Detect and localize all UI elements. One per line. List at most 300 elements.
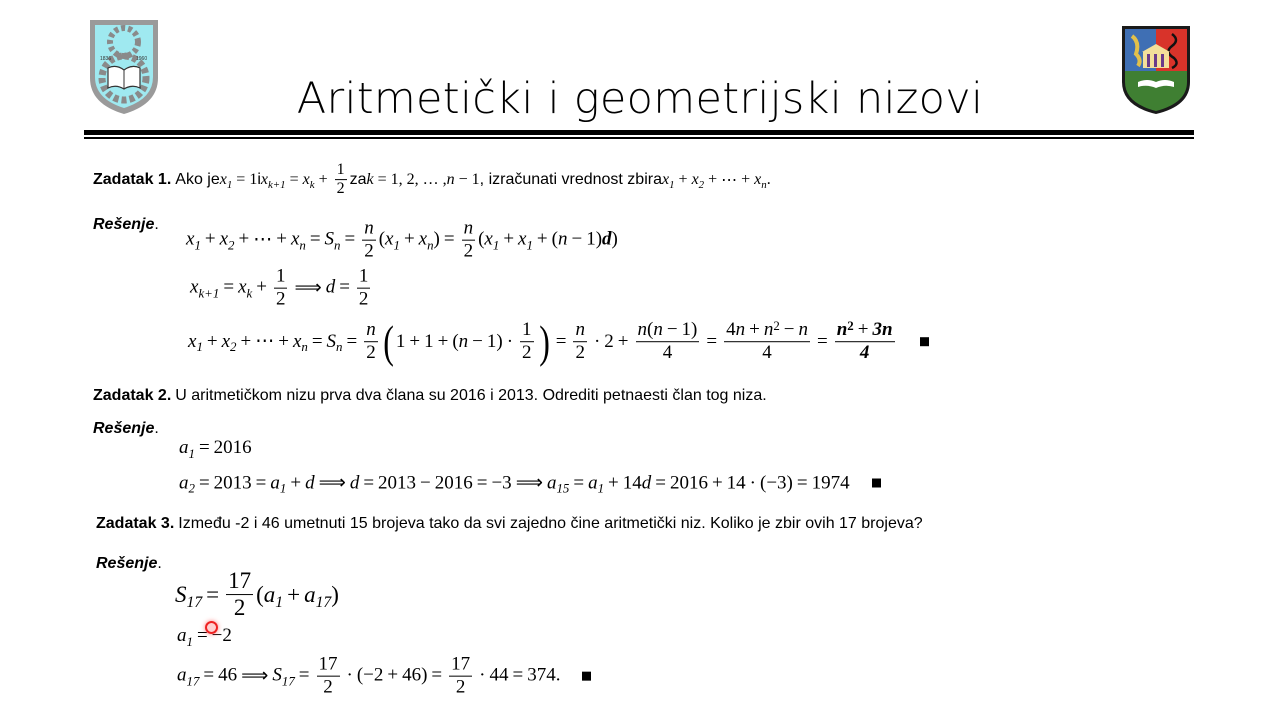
math-operator: + xyxy=(708,171,718,188)
fraction-denominator xyxy=(462,241,476,263)
math-subscripted xyxy=(518,229,533,251)
math-text: 46 xyxy=(218,665,238,686)
math-subscript: 1 xyxy=(393,237,400,253)
math-operator: + xyxy=(387,665,399,686)
math-base: x xyxy=(221,331,231,352)
math-expression xyxy=(175,387,766,405)
math-subscripted xyxy=(327,331,343,353)
math-fraction xyxy=(573,320,587,365)
math-variable: n xyxy=(653,319,663,341)
math-subscript: 17 xyxy=(281,673,295,689)
math-operator: − xyxy=(420,472,431,493)
math-text: ( xyxy=(452,331,459,352)
fraction-denominator xyxy=(858,343,872,365)
math-subscripted xyxy=(270,472,286,494)
math-base: x xyxy=(418,229,428,250)
math-subscript: 1 xyxy=(186,633,193,649)
math-operator: = xyxy=(236,171,246,188)
math-operator: + xyxy=(741,171,751,188)
fraction-denominator xyxy=(760,343,774,365)
math-subscript: 1 xyxy=(526,237,533,253)
math-fraction xyxy=(335,161,347,199)
math-text: 1 xyxy=(336,161,345,179)
math-text: ) xyxy=(331,582,339,607)
math-text: 1) xyxy=(586,229,603,250)
math-subscripted xyxy=(188,331,203,353)
math-operator: + xyxy=(238,229,250,250)
math-base: S xyxy=(324,229,335,250)
math-text: 46) xyxy=(402,665,428,686)
math-variable: n xyxy=(575,319,585,341)
statement-text: , izračunati vrednost zbira xyxy=(479,171,662,188)
math-operator: · xyxy=(749,472,756,493)
math-expression xyxy=(179,472,881,495)
math-operator: · xyxy=(479,665,486,686)
math-fraction xyxy=(364,320,378,365)
math-operator: · xyxy=(346,665,353,686)
math-expression xyxy=(190,266,373,311)
math-text: (−3) xyxy=(760,472,793,493)
math-variable: n xyxy=(463,217,474,239)
task-2-solution-label xyxy=(93,420,159,438)
math-base: x xyxy=(754,171,762,188)
math-base: a xyxy=(179,472,189,493)
math-text: 2 xyxy=(575,342,585,364)
math-operator: − xyxy=(666,319,678,341)
math-subscripted xyxy=(220,229,235,251)
statement-text: za xyxy=(349,171,367,188)
task-2-solution-line-1 xyxy=(179,437,252,459)
math-subscripted xyxy=(484,229,499,251)
math-operator: = xyxy=(476,472,488,493)
math-subscripted xyxy=(291,229,306,251)
math-fraction xyxy=(520,320,534,365)
math-text: 2 xyxy=(522,342,532,364)
math-text: 1 xyxy=(249,171,258,188)
math-fraction xyxy=(274,266,288,311)
fraction-denominator xyxy=(274,289,288,311)
math-operator: + xyxy=(206,331,218,352)
math-operator: · xyxy=(506,331,514,352)
math-subscript: 1 xyxy=(275,594,284,612)
math-operator: = xyxy=(706,331,718,352)
math-operator: + xyxy=(276,229,287,250)
math-operator: + xyxy=(678,171,688,188)
math-base: x xyxy=(190,277,199,298)
math-expression xyxy=(175,161,770,199)
math-text: 17 xyxy=(451,653,471,675)
math-subscripted xyxy=(754,171,767,189)
math-operator: + xyxy=(403,229,415,250)
math-text: 2016 xyxy=(434,472,473,493)
task-3-label: Zadatak 3. xyxy=(96,515,175,532)
math-text: 44 xyxy=(489,665,509,686)
math-operator: − xyxy=(472,331,483,352)
math-text: 2013 xyxy=(213,472,252,493)
math-fraction xyxy=(357,266,371,311)
math-subscript: 1 xyxy=(188,445,195,461)
math-text: ⋯ xyxy=(253,229,273,251)
math-base: n xyxy=(836,319,848,341)
math-variable: n xyxy=(735,319,746,341)
math-operator: = xyxy=(196,625,208,646)
fraction-numerator xyxy=(835,317,895,343)
math-text: 4 xyxy=(726,319,736,341)
math-text: ) xyxy=(433,229,440,250)
task-3-solution-label xyxy=(96,555,162,573)
math-large-parenthesis: ( xyxy=(382,316,394,368)
fraction-numerator xyxy=(724,317,810,343)
math-subscript: 2 xyxy=(228,237,235,253)
math-subscript: 2 xyxy=(188,480,195,496)
math-operator: = xyxy=(655,472,666,493)
math-text: 2 xyxy=(604,331,614,352)
math-subscripted xyxy=(385,229,400,251)
math-operator: + xyxy=(287,582,301,607)
math-subscript: 1 xyxy=(492,237,500,253)
math-subscript: 1 xyxy=(196,339,203,355)
math-operator: = xyxy=(346,331,358,352)
math-text: 1 xyxy=(358,265,369,287)
math-operator: + xyxy=(711,472,723,493)
math-text: 2 xyxy=(233,595,246,621)
math-text: 2 xyxy=(358,288,369,310)
math-text: 4 xyxy=(662,342,673,364)
math-text: 2016 xyxy=(669,472,708,493)
fraction-denominator xyxy=(357,289,371,311)
math-base: a xyxy=(263,582,276,607)
math-subscripted xyxy=(293,331,308,353)
math-text: 1) xyxy=(681,319,698,341)
math-base: S xyxy=(175,582,187,607)
fraction-denominator xyxy=(335,181,347,199)
math-superscript: 2 xyxy=(847,317,854,333)
math-power xyxy=(836,317,854,342)
math-base: x xyxy=(661,171,670,188)
math-variable: d xyxy=(641,472,652,493)
fraction-numerator xyxy=(335,161,347,180)
math-operator: − xyxy=(783,319,795,341)
math-variable: n xyxy=(798,319,808,341)
math-bold-variable: d xyxy=(602,229,612,250)
math-subscripted xyxy=(692,171,705,189)
math-text: 2016 xyxy=(213,437,252,458)
fraction-numerator xyxy=(357,266,371,289)
fraction-denominator xyxy=(661,343,675,365)
math-operator: + xyxy=(749,319,760,341)
math-operator: + xyxy=(204,229,216,250)
math-subscripted xyxy=(272,665,294,687)
math-fraction xyxy=(636,320,700,365)
math-operator: = xyxy=(377,171,387,188)
math-text: 2 xyxy=(336,180,345,198)
math-variable: n xyxy=(366,319,376,341)
fraction-numerator xyxy=(226,568,253,595)
title-rule-thin xyxy=(84,137,1194,139)
math-base: x xyxy=(290,229,300,250)
math-operator: = xyxy=(344,229,356,250)
math-base: x xyxy=(188,331,197,352)
math-text: 14 xyxy=(622,472,642,493)
qed-square-icon xyxy=(582,672,591,681)
math-subscripted xyxy=(175,582,203,612)
task-1-statement xyxy=(93,161,771,199)
solution-dot: . xyxy=(157,555,162,572)
math-base: a xyxy=(270,472,280,493)
math-base: S xyxy=(326,331,337,352)
math-operator: + xyxy=(857,319,869,341)
math-text: 17 xyxy=(318,653,338,675)
math-subscript: 17 xyxy=(186,594,203,612)
math-text: 374. xyxy=(527,665,561,686)
math-subscripted xyxy=(303,171,315,189)
math-base: x xyxy=(260,171,268,188)
task-1-solution-line-3 xyxy=(188,316,929,368)
fraction-numerator xyxy=(274,266,288,289)
math-fraction xyxy=(835,317,895,365)
math-base: x xyxy=(186,229,195,250)
fraction-numerator xyxy=(573,320,587,343)
math-operator: ⟹ xyxy=(318,472,346,494)
math-base: a xyxy=(588,472,598,493)
math-text: ⋯ xyxy=(255,331,275,353)
math-operator: + xyxy=(290,472,302,493)
math-subscript: n xyxy=(301,339,308,355)
math-base: a xyxy=(177,625,187,646)
qed-square-icon xyxy=(872,479,881,488)
fraction-denominator xyxy=(321,677,335,699)
math-operator: − xyxy=(458,171,468,188)
math-subscript: n xyxy=(299,237,306,253)
math-text: 1) xyxy=(486,331,503,352)
math-text: ⋯ xyxy=(721,172,738,189)
math-text: . xyxy=(766,171,771,188)
math-operator: = xyxy=(309,229,321,250)
math-variable: n xyxy=(446,171,455,188)
math-text: 1 xyxy=(424,331,434,352)
solution-label: Rešenje xyxy=(93,216,155,233)
math-fraction xyxy=(317,654,340,699)
math-text: ( xyxy=(551,229,558,250)
fraction-numerator xyxy=(462,218,476,241)
math-text: ( xyxy=(378,229,386,250)
math-operator: + xyxy=(256,277,267,298)
fraction-numerator xyxy=(520,320,534,343)
math-subscript: n xyxy=(761,178,767,191)
math-subscript: 1 xyxy=(194,237,201,253)
math-expression xyxy=(179,437,252,459)
math-operator: + xyxy=(240,331,252,352)
math-subscript: k xyxy=(246,285,253,301)
math-expression xyxy=(178,515,922,533)
math-base: S xyxy=(272,665,282,686)
math-text: 4 xyxy=(762,342,772,364)
logo-year-left: 1836 xyxy=(100,56,112,62)
math-subscript: 2 xyxy=(230,339,237,355)
math-variable: n xyxy=(458,331,469,352)
math-operator: = xyxy=(573,472,585,493)
fraction-numerator xyxy=(364,320,378,343)
math-base: x xyxy=(691,171,699,188)
fraction-numerator xyxy=(317,654,340,677)
math-subscripted xyxy=(190,277,219,299)
math-base: x xyxy=(385,229,394,250)
math-operator: = xyxy=(255,472,267,493)
math-operator: ⟹ xyxy=(241,665,269,687)
math-bold-variable: 4 xyxy=(859,342,870,364)
math-subscripted xyxy=(547,472,569,494)
task-2-solution-line-2 xyxy=(179,472,881,495)
math-operator: + xyxy=(536,229,548,250)
math-base: x xyxy=(238,277,247,298)
math-bold-variable: 3n xyxy=(872,319,893,341)
math-subscript: n xyxy=(336,339,343,355)
math-operator: + xyxy=(409,331,421,352)
math-operator: = xyxy=(443,229,455,250)
math-operator: = xyxy=(431,665,443,686)
math-text: 1 xyxy=(522,319,532,341)
math-subscripted xyxy=(588,472,604,494)
math-operator: + xyxy=(437,331,449,352)
math-operator: = xyxy=(796,472,808,493)
math-text: −3 xyxy=(491,472,512,493)
math-variable: n xyxy=(364,217,374,239)
task-1-solution-line-1 xyxy=(186,218,618,263)
math-base: x xyxy=(518,229,527,250)
math-subscript: 1 xyxy=(279,480,287,496)
task-1-solution-line-2 xyxy=(190,266,373,311)
math-text: ( xyxy=(478,229,485,250)
fraction-denominator xyxy=(232,596,248,622)
math-variable: n xyxy=(557,229,568,250)
math-subscript: 17 xyxy=(315,594,332,612)
title-rule-thick xyxy=(84,130,1194,135)
math-subscript: 1 xyxy=(226,178,233,191)
math-fraction xyxy=(226,568,253,622)
math-operator: = xyxy=(198,472,210,493)
math-variable: d xyxy=(305,472,315,493)
fraction-numerator xyxy=(449,654,472,677)
math-text: 1 xyxy=(395,331,406,352)
math-fraction xyxy=(724,317,810,365)
statement-text: U aritmetičkom nizu prva dva člana su 2016 i 2013. Odrediti petnaesti član tog niza. xyxy=(175,387,767,404)
math-subscripted xyxy=(304,582,332,612)
math-text: 2013 xyxy=(378,472,417,493)
fraction-numerator xyxy=(362,218,376,241)
math-operator: + xyxy=(617,331,629,352)
math-text: 17 xyxy=(228,568,252,594)
math-fraction xyxy=(362,218,376,263)
math-base: x xyxy=(219,171,227,188)
solution-label: Rešenje xyxy=(93,420,155,437)
math-fraction xyxy=(449,654,472,699)
math-operator: = xyxy=(206,582,220,607)
math-base: a xyxy=(179,437,189,458)
math-base: n xyxy=(763,319,774,341)
math-text: 2 xyxy=(275,288,286,310)
math-text: 1974 xyxy=(811,472,850,493)
math-subscripted xyxy=(325,229,341,251)
task-1-solution-label xyxy=(93,216,159,234)
math-subscript: 2 xyxy=(698,178,705,191)
statement-text: i xyxy=(257,171,261,188)
math-text: 2 xyxy=(463,240,474,262)
fraction-denominator xyxy=(454,677,468,699)
math-text: ( xyxy=(256,582,264,607)
math-operator: − xyxy=(571,229,583,250)
math-base: x xyxy=(302,171,310,188)
math-subscripted xyxy=(177,665,199,687)
math-subscript: 17 xyxy=(186,673,200,689)
math-operator: ⟹ xyxy=(294,277,322,299)
math-power xyxy=(763,317,780,342)
solution-dot: . xyxy=(154,216,159,233)
task-3-statement xyxy=(96,515,923,533)
math-subscripted xyxy=(177,625,193,647)
math-text: (−2 xyxy=(356,665,384,686)
math-text: 2 xyxy=(323,676,333,698)
math-subscripted xyxy=(222,331,237,353)
math-operator: = xyxy=(203,665,215,686)
math-subscripted xyxy=(419,229,434,251)
math-operator: = xyxy=(339,277,350,298)
task-3-solution-line-3 xyxy=(177,654,591,699)
math-base: x xyxy=(484,229,493,250)
math-variable: d xyxy=(349,472,360,493)
task-3-solution-line-1 xyxy=(175,568,339,622)
math-text: 14 xyxy=(726,472,746,493)
math-base: a xyxy=(177,665,187,686)
math-base: a xyxy=(546,472,557,493)
solution-label: Rešenje xyxy=(96,555,158,572)
math-operator: = xyxy=(311,331,323,352)
math-operator: + xyxy=(503,229,515,250)
math-subscripted xyxy=(261,171,286,189)
math-expression xyxy=(186,218,618,263)
fraction-numerator xyxy=(636,320,700,343)
math-text: 1, 2, … , xyxy=(390,171,447,188)
fraction-denominator xyxy=(520,343,534,365)
math-subscript: 15 xyxy=(556,480,570,496)
math-operator: = xyxy=(512,665,524,686)
math-text: ) xyxy=(611,229,618,250)
math-subscript: k xyxy=(309,178,315,191)
math-base: x xyxy=(219,229,229,250)
math-expression xyxy=(177,654,591,699)
math-operator: + xyxy=(608,472,619,493)
math-text: 2 xyxy=(364,240,374,262)
math-operator: · xyxy=(593,331,601,352)
math-subscript: 1 xyxy=(669,178,675,191)
task-2-label: Zadatak 2. xyxy=(93,387,172,404)
math-subscripted xyxy=(662,171,675,189)
math-base: x xyxy=(292,331,302,352)
math-operator: = xyxy=(289,171,299,188)
math-operator: = xyxy=(555,331,567,352)
math-subscript: k+1 xyxy=(198,285,220,301)
math-operator: = xyxy=(363,472,375,493)
math-operator: + xyxy=(278,331,289,352)
math-subscripted xyxy=(263,582,284,612)
math-subscripted xyxy=(186,229,201,251)
math-text: 2 xyxy=(455,676,466,698)
math-variable: d xyxy=(325,277,336,298)
fraction-denominator xyxy=(573,343,587,365)
math-text: 2 xyxy=(366,342,376,364)
math-subscripted xyxy=(220,171,233,189)
slide-title: Aritmetički i geometrijski nizovi xyxy=(296,74,984,124)
math-superscript: 2 xyxy=(773,317,780,333)
